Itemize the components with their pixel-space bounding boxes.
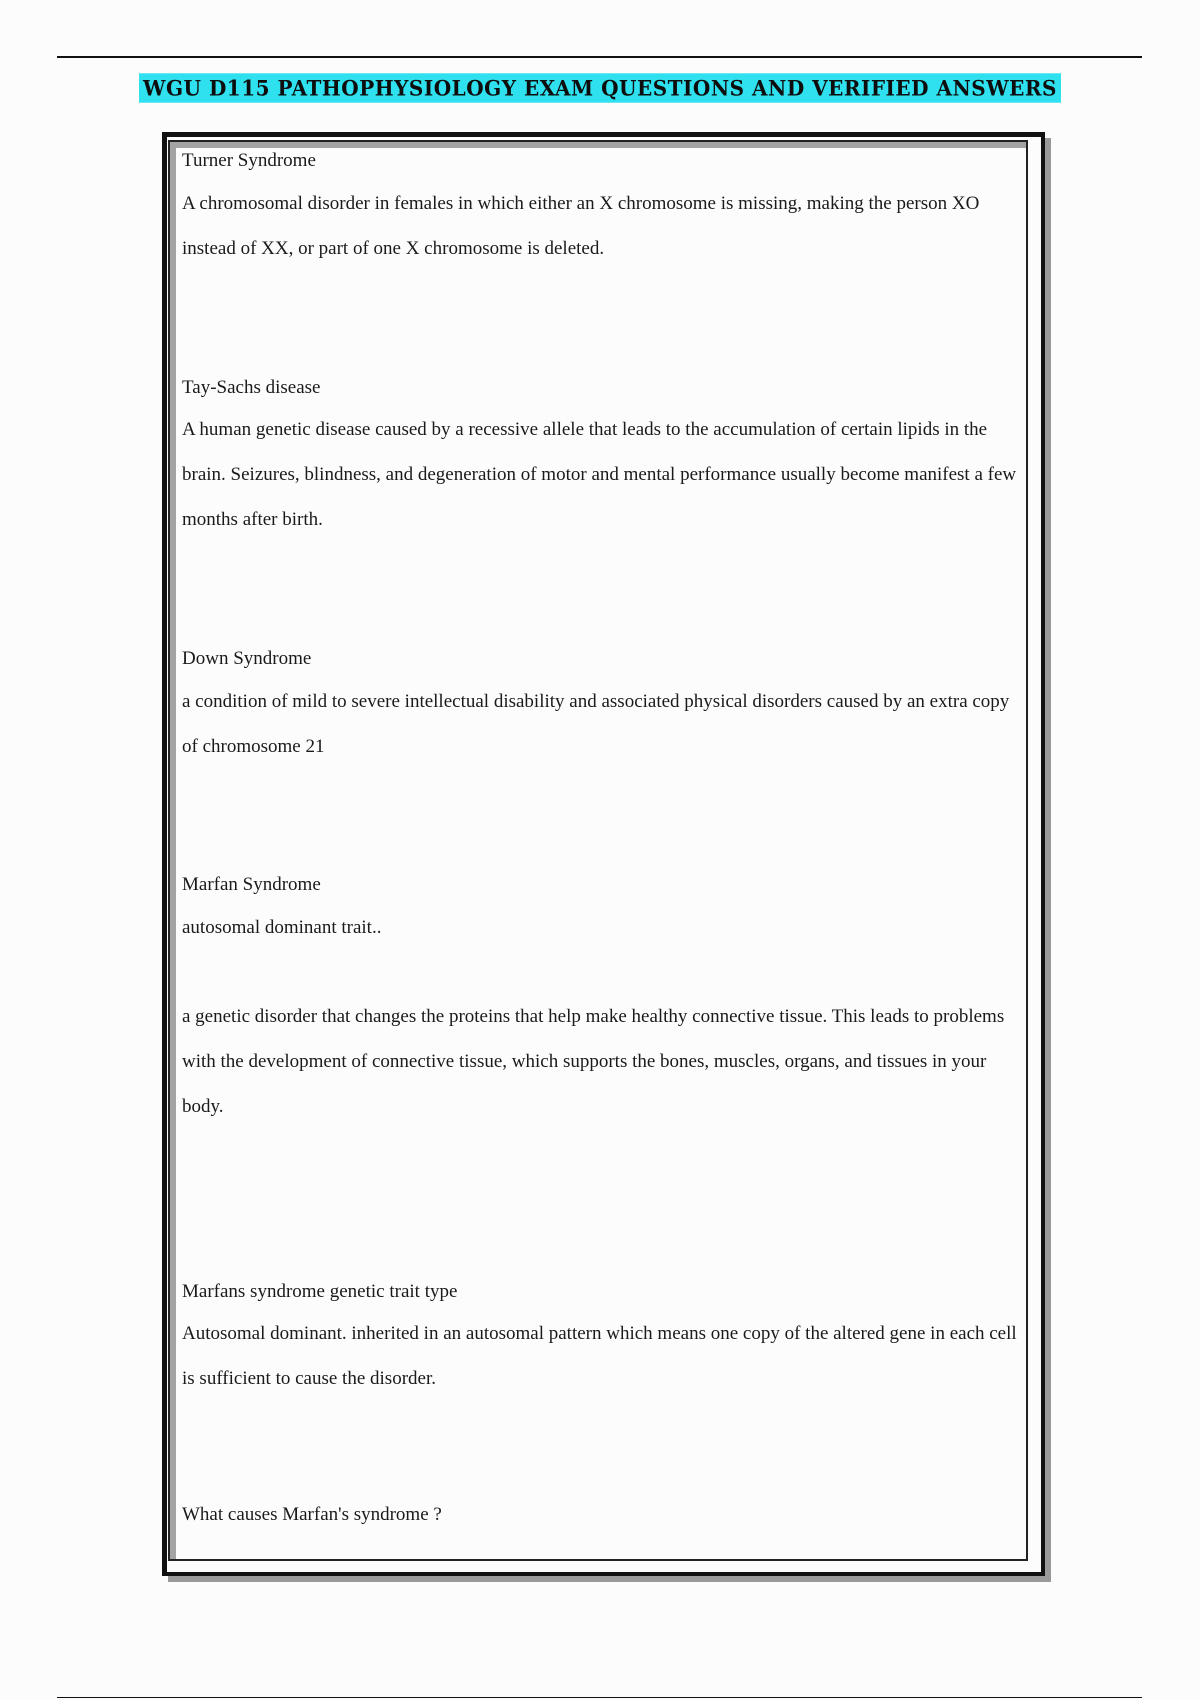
entry-marfan-trait-type	[182, 1280, 1022, 1401]
definition: A human genetic disease caused by a recessive allele that leads to the accumulation of certain lipids in the brain. Seizures, blindness, and degeneration of motor and mental performance usually become manifest a few months after birth.	[182, 419, 1017, 530]
definition: A chromosomal disorder in females in which either an X chromosome is missing, making the person XO instead of XX, or part of one X chromosome is deleted.	[182, 193, 980, 259]
term: Marfans syndrome genetic trait type	[182, 1281, 458, 1302]
definition: a condition of mild to severe intellectual disability and associated physical disorders caused by an extra copy of chromosome 21	[182, 691, 1010, 757]
title-bar	[0, 74, 1200, 102]
term: Turner Syndrome	[182, 150, 316, 171]
entry-marfan-cause	[182, 1503, 1022, 1527]
term: What causes Marfan's syndrome ?	[182, 1504, 442, 1525]
top-rule	[57, 56, 1142, 58]
definition: Autosomal dominant. inherited in an autosomal pattern which means one copy of the altered gene in each cell is sufficient to cause the disorder.	[182, 1323, 1017, 1389]
definition: autosomal dominant trait..	[182, 917, 382, 938]
definition-detail: a genetic disorder that changes the proteins that help make healthy connective tissue. This leads to problems with the development of connective tissue, which supports the bones, muscles, organs, and tissues in your body.	[182, 1006, 1005, 1117]
entry-tay-sachs	[182, 376, 1022, 542]
entry-turner-syndrome	[182, 149, 1022, 271]
document-title: WGU D115 PATHOPHYSIOLOGY EXAM QUESTIONS AND VERIFIED ANSWERS	[139, 73, 1061, 102]
term: Down Syndrome	[182, 648, 312, 669]
term: Tay-Sachs disease	[182, 377, 321, 398]
entry-down-syndrome	[182, 647, 1022, 769]
term: Marfan Syndrome	[182, 874, 321, 895]
entry-marfan-syndrome	[182, 873, 1022, 1129]
bottom-rule	[57, 1697, 1142, 1698]
